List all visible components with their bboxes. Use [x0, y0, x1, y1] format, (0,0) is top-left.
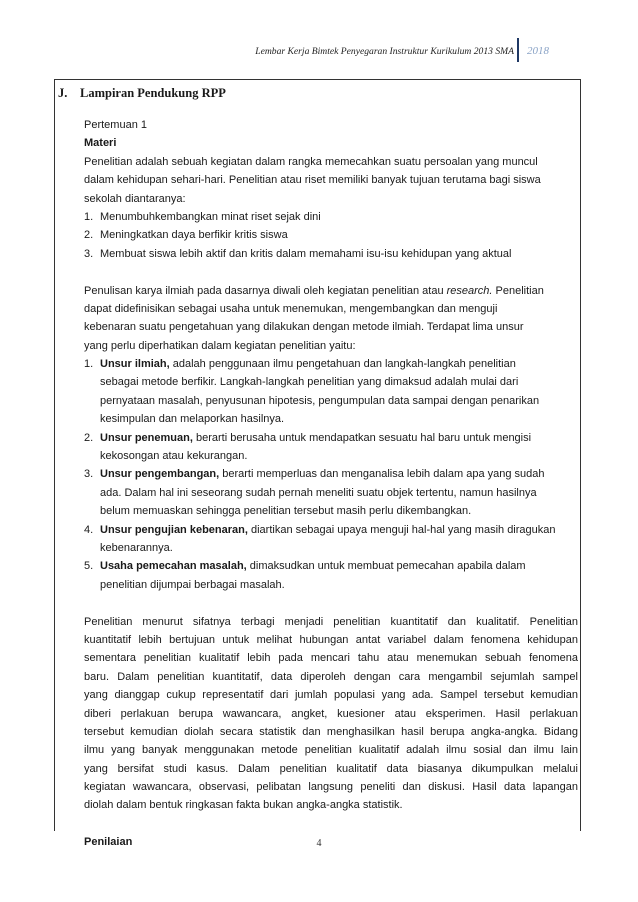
justified-line: diberi perlakuan berupa wawancara, angket, kuesioner atau eksperimen. Hasil perlakuan: [84, 707, 578, 720]
element-continuation: kesimpulan dan melaporkan hasilnya.: [100, 413, 285, 426]
element-item: [84, 465, 578, 483]
page-number: 4: [316, 838, 322, 849]
text-run: Penulisan karya ilmiah pada dasarnya diwali oleh kegiatan penelitian atau: [84, 284, 447, 297]
page-header: [0, 38, 638, 62]
element-number: 1.: [84, 358, 94, 371]
penilaian-label: Penilaian: [84, 836, 133, 849]
justified-line: baru. Dalam penelitian kuantitatif, data diperoleh dengan cara mengambil sejumlah sampel: [84, 670, 578, 683]
spacer: [84, 263, 578, 281]
header-divider: [517, 38, 519, 62]
intro-line: sekolah diantaranya:: [84, 192, 186, 205]
section-letter: J.: [58, 86, 68, 100]
element-item: [84, 557, 578, 575]
section-title: Lampiran Pendukung RPP: [80, 86, 226, 100]
element-continuation: sebagai metode berfikir. Langkah-langkah penelitian yang dimaksud adalah mulai dari: [100, 376, 519, 389]
section-heading: [58, 86, 226, 101]
paragraph-line: diolah dalam bentuk ringkasan fakta bukan angka-angka statistik.: [84, 799, 403, 812]
justified-line: Penelitian menurut sifatnya terbagi menjadi penelitian kuantitatif dan kualitatif. Penelitian: [84, 615, 578, 628]
content: [84, 116, 578, 852]
element-continuation: kekosongan atau kekurangan.: [100, 450, 248, 463]
justified-line: yang bersifat studi kasus. Dalam penelitian kualitatif data biasanya dikumpulkan melalui: [84, 762, 578, 775]
element-term: Unsur pengujian kebenaran,: [100, 523, 248, 536]
element-text: diartikan sebagai upaya menguji hal-hal yang masih diragukan: [247, 523, 556, 536]
meeting-title: Pertemuan 1: [84, 119, 147, 131]
goal-number: 3.: [84, 247, 94, 260]
paragraph-line: kebenaran suatu pengetahuan yang dilakukan dengan metode ilmiah. Terdapat lima unsur: [84, 321, 524, 334]
element-term: Unsur pengembangan,: [100, 468, 220, 481]
spacer: [84, 815, 578, 833]
materi-label: Materi: [84, 137, 117, 150]
element-continuation: penelitian dijumpai berbagai masalah.: [100, 578, 285, 591]
paragraph-line: dapat didefinisikan sebagai usaha untuk menemukan, mengembangkan dan menguji: [84, 302, 498, 315]
element-continuation: kebenarannya.: [100, 541, 173, 554]
justified-line: yang dianggap cukup representatif dari jumlah populasi yang ada. Sampel tersebut kemudian: [84, 689, 578, 702]
intro-line: Penelitian adalah sebuah kegiatan dalam rangka memecahkan suatu persoalan yang muncul: [84, 155, 538, 168]
element-item: [84, 355, 578, 373]
goal-item: [84, 245, 578, 263]
header-title: Lembar Kerja Bimtek Penyegaran Instruktur Kurikulum 2013 SMA: [255, 46, 514, 57]
justified-line: kegiatan wawancara, observasi, pelibatan langsung peneliti dan diskusi. Hasil data lapangan: [84, 781, 578, 794]
text-run: Penelitian: [492, 284, 544, 297]
goal-number: 1.: [84, 210, 94, 223]
element-text: dimaksudkan untuk membuat pemecahan apabila dalam: [246, 560, 526, 573]
italic-term: research.: [446, 284, 493, 297]
goal-number: 2.: [84, 229, 94, 242]
spacer: [84, 594, 578, 612]
goal-item: [84, 226, 578, 244]
justified-line: ilmu yang banyak menggunakan metode penelitian kualitatif adalah ilmu sosial dan ilmu lain: [84, 744, 578, 757]
element-continuation: belum memuaskan sehingga penelitian tersebut masih perlu dikembangkan.: [100, 505, 472, 518]
intro-line: dalam kehidupan sehari-hari. Penelitian atau riset memiliki banyak tujuan terutama bagi siswa: [84, 174, 541, 187]
element-text: berarti memperluas dan menganalisa lebih dalam apa yang sudah: [219, 468, 545, 481]
goal-item: [84, 208, 578, 226]
element-text: adalah penggunaan ilmu pengetahuan dan langkah-langkah penelitian: [169, 358, 516, 371]
element-text: berarti berusaha untuk mendapatkan sesuatu hal baru untuk mengisi: [192, 431, 532, 444]
justified-line: kuantitatif lebih bertujuan untuk melihat hubungan antat variabel dalam fenomena kehidupan: [84, 633, 578, 646]
element-number: 3.: [84, 468, 94, 481]
goal-text: Membuat siswa lebih aktif dan kritis dalam memahami isu-isu kehidupan yang aktual: [100, 247, 512, 260]
paragraph-line: [84, 282, 578, 300]
goal-text: Meningkatkan daya berfikir kritis siswa: [100, 229, 288, 242]
element-item: [84, 521, 578, 539]
justified-line: tersebut kemudian diolah secara statistik dan menghasilkan hasil berupa angka-angka. Bidang: [84, 725, 578, 738]
element-item: [84, 429, 578, 447]
element-continuation: pernyataan masalah, penyusunan hipotesis, pengumpulan data sampai dengan penarikan: [100, 394, 540, 407]
element-term: Unsur penemuan,: [100, 431, 193, 444]
element-number: 5.: [84, 560, 94, 573]
justified-line: sementara penelitian kualitatif lebih pada mencari tahu atau menemukan sebuah fenomena: [84, 652, 578, 665]
element-number: 2.: [84, 431, 94, 444]
element-number: 4.: [84, 523, 94, 536]
element-term: Usaha pemecahan masalah,: [100, 560, 247, 573]
element-term: Unsur ilmiah,: [100, 358, 170, 371]
goal-text: Menumbuhkembangkan minat riset sejak dini: [100, 210, 321, 223]
paragraph-line: yang perlu diperhatikan dalam kegiatan penelitian yaitu:: [84, 339, 356, 352]
element-continuation: ada. Dalam hal ini seseorang sudah pernah meneliti suatu objek tertentu, namun hasilnya: [100, 486, 537, 499]
header-year: 2018: [527, 45, 549, 57]
